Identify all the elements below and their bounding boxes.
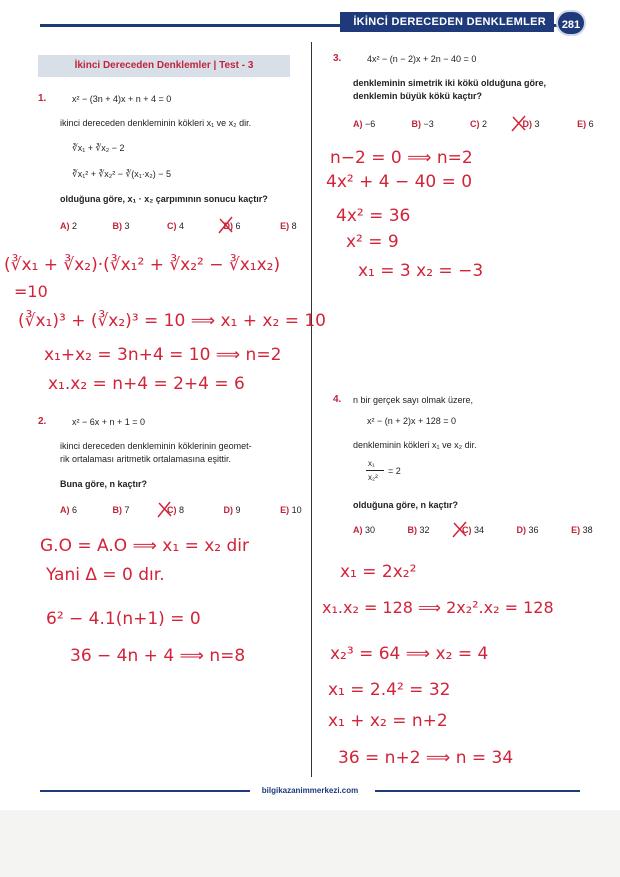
- q3-question-line1: denkleminin simetrik iki kökü olduğuna göre,: [353, 78, 547, 88]
- q4-fraction-bar: [366, 470, 384, 471]
- q3-choice-a[interactable]: A) −6: [353, 119, 376, 129]
- q1-expression-1: ∛x₁ + ∛x₂ − 2: [72, 143, 125, 153]
- q3-work-line2: 4x² + 4 − 40 = 0: [326, 172, 473, 192]
- q4-ratio-numerator: x₁: [368, 459, 375, 468]
- q1-expression-2: ∛x₁² + ∛x₂² − ∛(x₁·x₂) − 5: [72, 169, 172, 179]
- q2-equation: x² − 6x + n + 1 = 0: [72, 417, 146, 427]
- footer-site: bilgikazanimmerkezi.com: [261, 786, 359, 795]
- q4-text-2: denkleminin kökleri x₁ ve x₂ dir.: [353, 440, 477, 450]
- q1-work-line1: (∛x₁ + ∛x₂)·(∛x₁² + ∛x₂² − ∛x₁x₂): [4, 255, 281, 275]
- q4-choice-c[interactable]: C) 34: [462, 525, 485, 535]
- q2-choice-c[interactable]: C) 8: [167, 505, 185, 515]
- q2-choice-d[interactable]: D) 9: [223, 505, 241, 515]
- q2-choice-a[interactable]: A) 6: [60, 505, 78, 515]
- q3-equation: 4x² − (n − 2)x + 2n − 40 = 0: [367, 54, 477, 64]
- q3-work-line4: x² = 9: [346, 232, 399, 252]
- q4-choice-a[interactable]: A) 30: [353, 525, 376, 535]
- q4-work-line4: x₁ = 2.4² = 32: [328, 680, 451, 700]
- q2-work-line1: G.O = A.O ⟹ x₁ = x₂ dir: [40, 536, 250, 556]
- q2-work-line3: 6² − 4.1(n+1) = 0: [46, 609, 201, 629]
- q1-choices: [60, 221, 297, 231]
- q4-choice-e[interactable]: E) 38: [571, 525, 593, 535]
- q4-work-line1: x₁ = 2x₂²: [340, 562, 417, 582]
- q4-work-line2: x₁.x₂ = 128 ⟹ 2x₂².x₂ = 128: [322, 598, 554, 617]
- q4-question: olduğuna göre, n kaçtır?: [353, 500, 459, 510]
- footer-rule-right: [375, 790, 580, 792]
- q2-number: 2.: [38, 416, 47, 427]
- q1-choice-c[interactable]: C) 4: [167, 221, 185, 231]
- q3-choice-d[interactable]: D) 3: [522, 119, 540, 129]
- q4-number: 4.: [333, 394, 342, 405]
- q1-equation: x² − (3n + 4)x + n + 4 = 0: [72, 94, 172, 104]
- q2-question: Buna göre, n kaçtır?: [60, 479, 148, 489]
- q2-text-line1: ikinci dereceden denkleminin köklerinin geomet-: [60, 441, 252, 451]
- q1-work-line5: x₁.x₂ = n+4 = 2+4 = 6: [48, 374, 245, 394]
- q1-choice-a[interactable]: A) 2: [60, 221, 78, 231]
- q1-work-line2: =10: [14, 282, 48, 301]
- q4-choice-b[interactable]: B) 32: [407, 525, 430, 535]
- q1-text: ikinci dereceden denkleminin kökleri x₁ ve x₂ dir.: [60, 118, 252, 128]
- q4-choice-d[interactable]: D) 36: [516, 525, 539, 535]
- column-divider: [311, 42, 312, 777]
- q3-choice-e[interactable]: E) 6: [577, 119, 594, 129]
- q4-ratio-denominator: x₂²: [368, 473, 378, 482]
- chapter-title: İKİNCİ DERECEDEN DENKLEMLER: [340, 12, 554, 32]
- q4-choices: [353, 525, 593, 535]
- q1-number: 1.: [38, 93, 47, 104]
- q4-text: n bir gerçek sayı olmak üzere,: [353, 395, 474, 405]
- q2-choice-b[interactable]: B) 7: [112, 505, 130, 515]
- q3-choice-c[interactable]: C) 2: [470, 119, 488, 129]
- q2-work-line4: 36 − 4n + 4 ⟹ n=8: [70, 646, 246, 666]
- q4-ratio-value: = 2: [388, 466, 401, 476]
- test-title: İkinci Dereceden Denklemler | Test - 3: [38, 55, 290, 77]
- q1-choice-e[interactable]: E) 8: [280, 221, 297, 231]
- q4-work-line6: 36 = n+2 ⟹ n = 34: [338, 748, 514, 768]
- q4-work-line5: x₁ + x₂ = n+2: [328, 711, 448, 731]
- q1-choice-d[interactable]: D) 6: [223, 221, 241, 231]
- q2-work-line2: Yani Δ = 0 dır.: [46, 565, 165, 585]
- q1-work-line4: x₁+x₂ = 3n+4 = 10 ⟹ n=2: [44, 345, 282, 365]
- q3-work-line5: x₁ = 3 x₂ = −3: [358, 261, 484, 281]
- q2-text-line2: rik ortalaması aritmetik ortalamasına eşittir.: [60, 454, 232, 464]
- q1-question: olduğuna göre, x₁ · x₂ çarpımının sonucu kaçtır?: [60, 194, 268, 204]
- page-number: 281: [556, 10, 586, 36]
- q4-equation: x² − (n + 2)x + 128 = 0: [367, 416, 457, 426]
- q3-work-line3: 4x² = 36: [336, 206, 411, 226]
- q1-work-line3: (∛x₁)³ + (∛x₂)³ = 10 ⟹ x₁ + x₂ = 10: [18, 311, 326, 331]
- q3-work-line1: n−2 = 0 ⟹ n=2: [330, 148, 473, 168]
- q3-choice-b[interactable]: B) −3: [411, 119, 434, 129]
- q2-choice-e[interactable]: E) 10: [280, 505, 302, 515]
- q2-choices: [60, 505, 302, 515]
- q3-choices: [353, 119, 594, 129]
- q3-question-line2: denklemin büyük kökü kaçtır?: [353, 91, 483, 101]
- q3-number: 3.: [333, 53, 342, 64]
- q1-choice-b[interactable]: B) 3: [112, 221, 130, 231]
- q4-work-line3: x₂³ = 64 ⟹ x₂ = 4: [330, 644, 489, 664]
